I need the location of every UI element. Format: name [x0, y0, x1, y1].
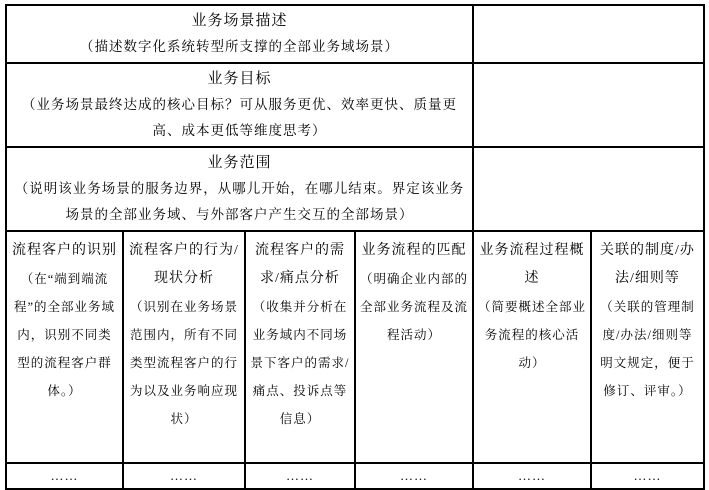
column-hint: （收集并分析在业务域内不同场景下客户的需求/痛点、投诉点等信息）: [250, 300, 350, 426]
column-header: 业务流程过程概述: [479, 243, 585, 286]
cell-column-customer-needs-painpoints: [245, 231, 355, 463]
cell-scenario-description-label: [6, 5, 473, 63]
cell-placeholder-4[interactable]: ……: [355, 463, 473, 489]
business-scope-title: 业务范围: [207, 155, 272, 171]
cell-business-goal-label: [6, 63, 473, 147]
cell-column-related-regulations: [591, 231, 704, 463]
column-header: 流程客户的识别: [12, 243, 117, 258]
cell-placeholder-3[interactable]: ……: [245, 463, 355, 489]
scenario-description-hint: （描述数字化系统转型所支撑的全部业务域场景）: [80, 39, 399, 54]
table-row: [6, 63, 704, 147]
cell-placeholder-2[interactable]: ……: [123, 463, 245, 489]
column-hint: （简要概述全部业务流程的核心活动）: [478, 300, 587, 370]
cell-business-scope-value[interactable]: [473, 147, 704, 231]
column-hint: （在“端到端流程”的全部业务域内，识别不同类型的流程客户群体。）: [13, 272, 116, 398]
column-header: 流程客户的需求/痛点分析: [255, 243, 345, 286]
table-row: [6, 147, 704, 231]
cell-column-customer-behavior-analysis: [123, 231, 245, 463]
cell-placeholder-6[interactable]: ……: [591, 463, 704, 489]
column-hint: （识别在业务场景范围内，所有不同类型流程客户的行为以及业务响应现状）: [129, 300, 238, 426]
cell-placeholder-1[interactable]: ……: [6, 463, 123, 489]
business-goal-title: 业务目标: [207, 71, 272, 87]
cell-column-process-overview: [473, 231, 591, 463]
column-header: 流程客户的行为/现状分析: [129, 243, 239, 286]
column-hint: （明确企业内部的全部业务流程及流程活动）: [360, 272, 469, 342]
business-scenario-table: [5, 4, 705, 490]
table-header-row: [6, 231, 704, 463]
column-header: 关联的制度/办法/细则等: [600, 243, 695, 286]
placeholder-row: [6, 463, 704, 489]
cell-business-goal-value[interactable]: [473, 63, 704, 147]
cell-column-process-customer-identification: [6, 231, 123, 463]
cell-placeholder-5[interactable]: ……: [473, 463, 591, 489]
cell-business-scope-label: [6, 147, 473, 231]
cell-scenario-description-value[interactable]: [473, 5, 704, 63]
table-row: [6, 5, 704, 63]
cell-column-process-matching: [355, 231, 473, 463]
business-goal-hint: （业务场景最终达成的核心目标？可从服务更优、效率更快、质量更高、成本更低等维度思考）: [22, 97, 457, 138]
business-scope-hint: （说明该业务场景的服务边界，从哪儿开始，在哪儿结束。界定该业务场景的全部业务域、与外部客户产生交互的全部场景）: [14, 181, 465, 222]
column-header: 业务流程的匹配: [361, 243, 467, 258]
column-hint: （关联的管理制度/办法/细则等明文规定，便于修订、评审。）: [600, 300, 695, 398]
scenario-description-title: 业务场景描述: [191, 13, 288, 29]
